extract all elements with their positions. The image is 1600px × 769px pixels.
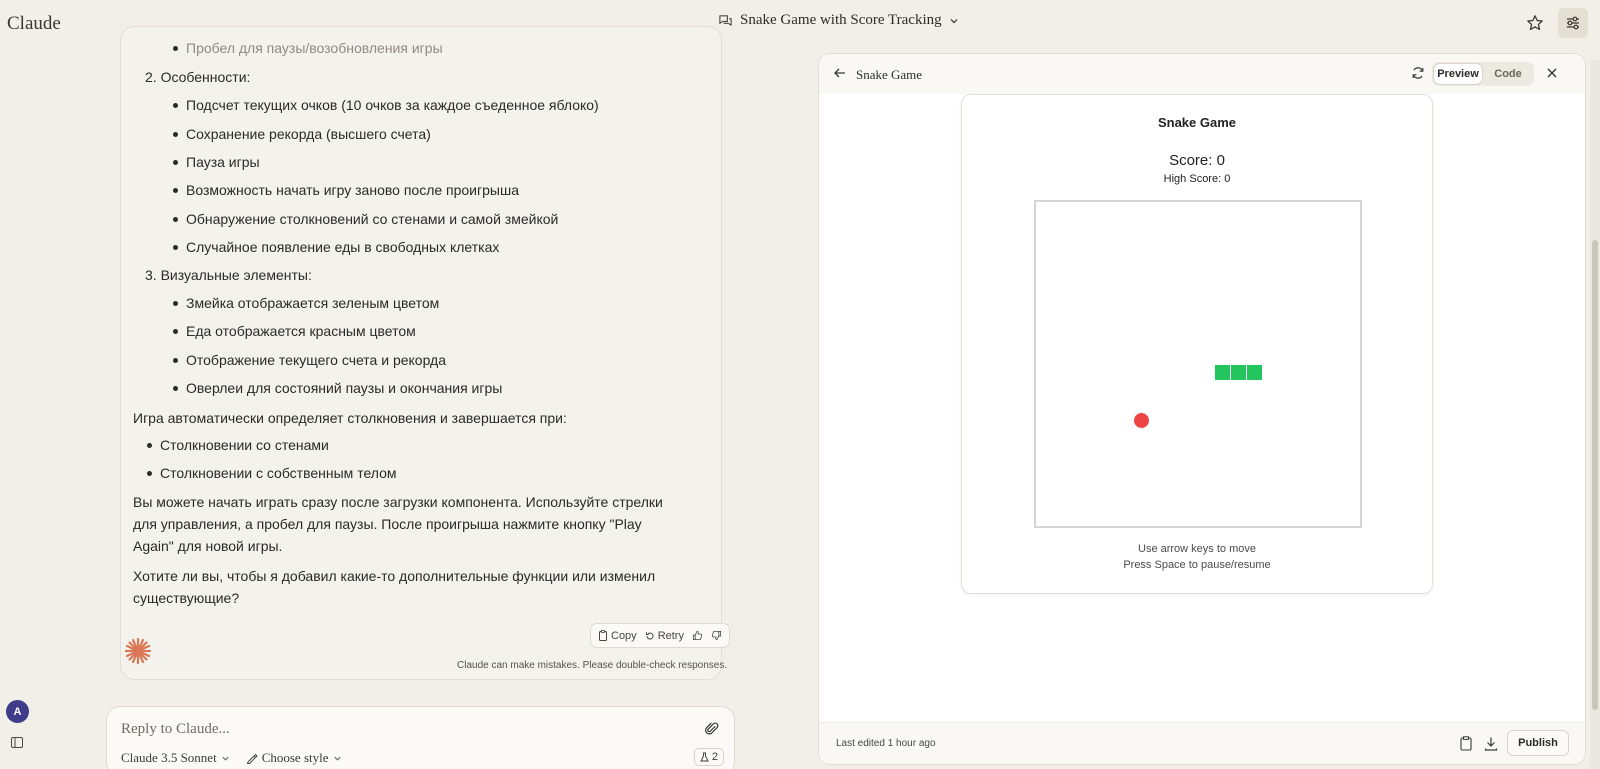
retry-button[interactable] (645, 630, 684, 642)
snake-segment (1247, 365, 1262, 380)
high-score-display: High Score: 0 (1163, 173, 1231, 185)
star-button[interactable] (1520, 8, 1550, 38)
claude-logo-icon (124, 637, 152, 665)
last-edited-text: Last edited 1 hour ago (836, 738, 936, 749)
thumbs-up-icon[interactable] (692, 630, 703, 641)
composer-options (121, 750, 342, 766)
style-icon (246, 752, 258, 764)
score-display: Score: 0 (1169, 152, 1225, 169)
thumbs-down-icon[interactable] (711, 630, 722, 641)
app-brand[interactable]: Claude (7, 13, 61, 34)
refresh-icon[interactable] (1411, 66, 1425, 80)
sliders-icon (1565, 15, 1581, 31)
model-selector[interactable] (121, 750, 230, 766)
sidebar-toggle-icon[interactable] (11, 737, 23, 748)
list-heading: 3. Визуальные элементы: (145, 267, 312, 283)
style-label: Choose style (261, 750, 329, 765)
game-board[interactable] (1034, 200, 1362, 528)
hint-move: Use arrow keys to move (1138, 543, 1256, 555)
chat-panel (0, 40, 800, 769)
list-item: Еда отображается красным цветом (186, 323, 416, 339)
chat-bubbles-icon (718, 13, 733, 28)
retry-label: Retry (657, 629, 684, 642)
list-item: Змейка отображается зеленым цветом (186, 295, 440, 311)
chevron-down-icon (221, 754, 230, 763)
artifact-footer (819, 722, 1585, 764)
avatar[interactable]: A (6, 700, 29, 723)
tab-code[interactable]: Code (1494, 68, 1522, 80)
download-icon[interactable] (1484, 736, 1498, 751)
snake-segment (1231, 365, 1246, 380)
copy-label: Copy (611, 629, 637, 642)
clipboard-icon[interactable] (1459, 736, 1473, 751)
artifact-header (819, 54, 1585, 94)
style-selector[interactable] (246, 750, 342, 766)
chevron-down-icon (949, 16, 959, 26)
model-name: Claude 3.5 Sonnet (121, 750, 217, 765)
list-item: Подсчет текущих очков (10 очков за каждое съеденное яблоко) (186, 97, 599, 113)
list-item: Оверлеи для состояний паузы и окончания игры (186, 380, 503, 396)
paperclip-icon[interactable] (704, 721, 720, 737)
message-actions (590, 623, 730, 648)
scrollbar[interactable] (1590, 60, 1600, 769)
list-item: Отображение текущего счета и рекорда (186, 352, 447, 368)
list-item: Сохранение рекорда (высшего счета) (186, 126, 431, 142)
flask-icon (700, 752, 709, 762)
view-toggle (1432, 62, 1534, 86)
reply-composer[interactable] (106, 706, 735, 769)
back-arrow-icon[interactable] (833, 66, 847, 80)
list-item: Возможность начать игру заново после проигрыша (186, 182, 519, 198)
game-title: Snake Game (1157, 115, 1237, 130)
list-item: Пауза игры (186, 154, 260, 170)
count-value: 2 (711, 751, 718, 763)
disclaimer-text: Claude can make mistakes. Please double-check responses. (457, 660, 728, 671)
tab-preview[interactable]: Preview (1434, 64, 1482, 84)
artifact-title: Snake Game (856, 67, 923, 82)
snake-segment (1215, 365, 1230, 380)
list-heading: 2. Особенности: (145, 69, 251, 85)
retry-icon (645, 631, 655, 641)
conversation-title[interactable] (718, 12, 959, 29)
clipboard-icon (598, 630, 608, 641)
game-card (961, 94, 1433, 594)
list-item: Пробел для паузы/возобновления игры (186, 40, 443, 56)
conversation-title-text: Snake Game with Score Tracking (740, 12, 942, 28)
paragraph: Игра автоматически определяет столкновения и завершается при: (133, 410, 567, 426)
list-item: Столкновении с собственным телом (160, 465, 397, 481)
paragraph: Вы можете начать играть сразу после загрузки компонента. Используйте стрелки для управления, а пробел для паузы. После проигрыша нажмите кнопку "Play Again" для новой игры. (133, 494, 663, 554)
publish-button[interactable]: Publish (1507, 730, 1569, 756)
settings-button[interactable] (1558, 8, 1588, 38)
copy-button[interactable] (598, 630, 637, 642)
scrollbar-thumb[interactable] (1592, 240, 1598, 710)
paragraph: Хотите ли вы, чтобы я добавил какие-то дополнительные функции или изменил существующие? (133, 568, 656, 606)
reply-input[interactable]: Reply to Claude... (121, 721, 230, 737)
artifact-panel (818, 53, 1586, 765)
close-icon[interactable] (1545, 66, 1559, 80)
food-apple (1134, 413, 1149, 428)
star-icon (1526, 14, 1544, 32)
chevron-down-icon (333, 754, 342, 763)
hint-pause: Press Space to pause/resume (1123, 559, 1271, 571)
list-item: Обнаружение столкновений со стенами и самой змейкой (186, 211, 559, 227)
project-count-chip[interactable] (694, 748, 724, 766)
list-item: Случайное появление еды в свободных клетках (186, 239, 500, 255)
list-item: Столкновении со стенами (160, 437, 329, 453)
